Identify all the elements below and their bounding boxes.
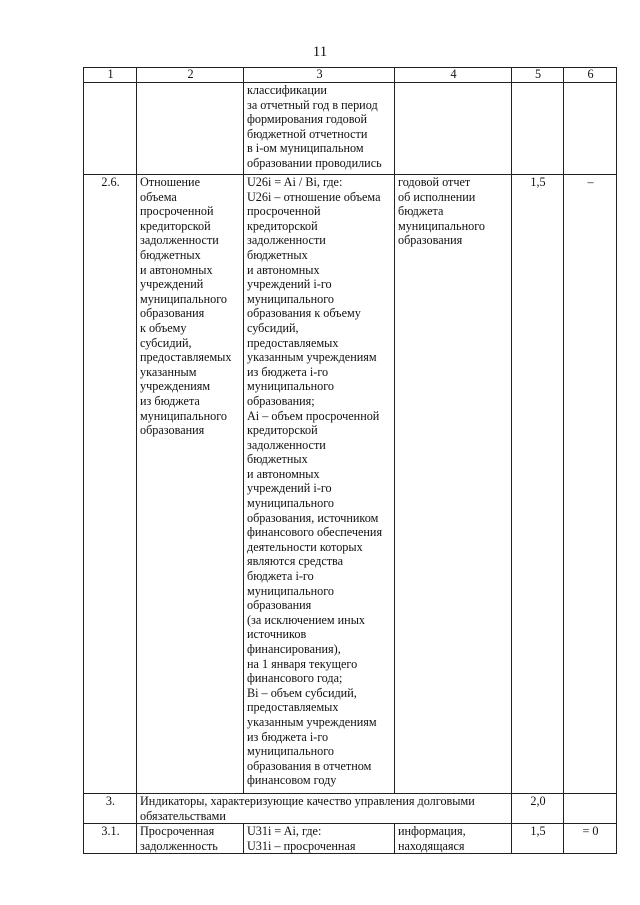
- column-header: 3: [244, 68, 395, 83]
- target-cell: –: [564, 175, 617, 794]
- page-number: 11: [312, 44, 328, 60]
- row-number-cell: 3.1.: [84, 824, 137, 854]
- formula-cell: классификации за отчетный год в период формирования годовой бюджетной отчетности в i-ом муниципальном образовании проводились: [244, 83, 395, 175]
- column-header: 6: [564, 68, 617, 83]
- weight-cell: [512, 83, 564, 175]
- weight-cell: 1,5: [512, 175, 564, 794]
- indicator-name-cell: Отношение объема просроченной кредиторской задолженности бюджетных и автономных учреждений муниципального образования к объему субсидий, предоставляемых указанным учреждениям из бюджета муниципального образования: [137, 175, 244, 794]
- column-header: 2: [137, 68, 244, 83]
- table-row: [84, 824, 617, 854]
- source-cell: информация, находящаяся: [395, 824, 512, 854]
- source-cell: годовой отчет об исполнении бюджета муниципального образования: [395, 175, 512, 794]
- table-row: [84, 83, 617, 175]
- column-header: 5: [512, 68, 564, 83]
- table-row: [84, 175, 617, 794]
- target-cell: [564, 794, 617, 824]
- weight-cell: 1,5: [512, 824, 564, 854]
- column-header: 4: [395, 68, 512, 83]
- formula-cell: U26i = Ai / Bi, где: U26i – отношение объема просроченной кредиторской задолженности бюджетных и автономных учреждений i-го муниципального образования к объему субсидий, предоставляемых указанным учреждениям из бюджета i-го муниципального образования; Ai – объем просроченной кредиторской задолженности бюджетных и автономных учреждений i-го муниципального образования, источником финансового обеспечения деятельности которых являются средства бюджета i-го муниципального образования (за исключением иных источников финансирования), на 1 января текущего финансового года; Bi – объем субсидий, предоставляемых указанным учреждениям из бюджета i-го муниципального образования в отчетном финансовом году: [244, 175, 395, 794]
- indicator-name-cell: Просроченная задолженность: [137, 824, 244, 854]
- source-cell: [395, 83, 512, 175]
- indicator-table: [83, 67, 617, 854]
- formula-cell: U31i = Ai, где: U31i – просроченная: [244, 824, 395, 854]
- row-number-cell: 3.: [84, 794, 137, 824]
- table-header-row: [84, 68, 617, 83]
- section-row: [84, 794, 617, 824]
- target-cell: [564, 83, 617, 175]
- row-number-cell: [84, 83, 137, 175]
- target-cell: = 0: [564, 824, 617, 854]
- section-title-cell: Индикаторы, характеризующие качество управления долговыми обязательствами: [137, 794, 512, 824]
- row-number-cell: 2.6.: [84, 175, 137, 794]
- indicator-name-cell: [137, 83, 244, 175]
- weight-cell: 2,0: [512, 794, 564, 824]
- column-header: 1: [84, 68, 137, 83]
